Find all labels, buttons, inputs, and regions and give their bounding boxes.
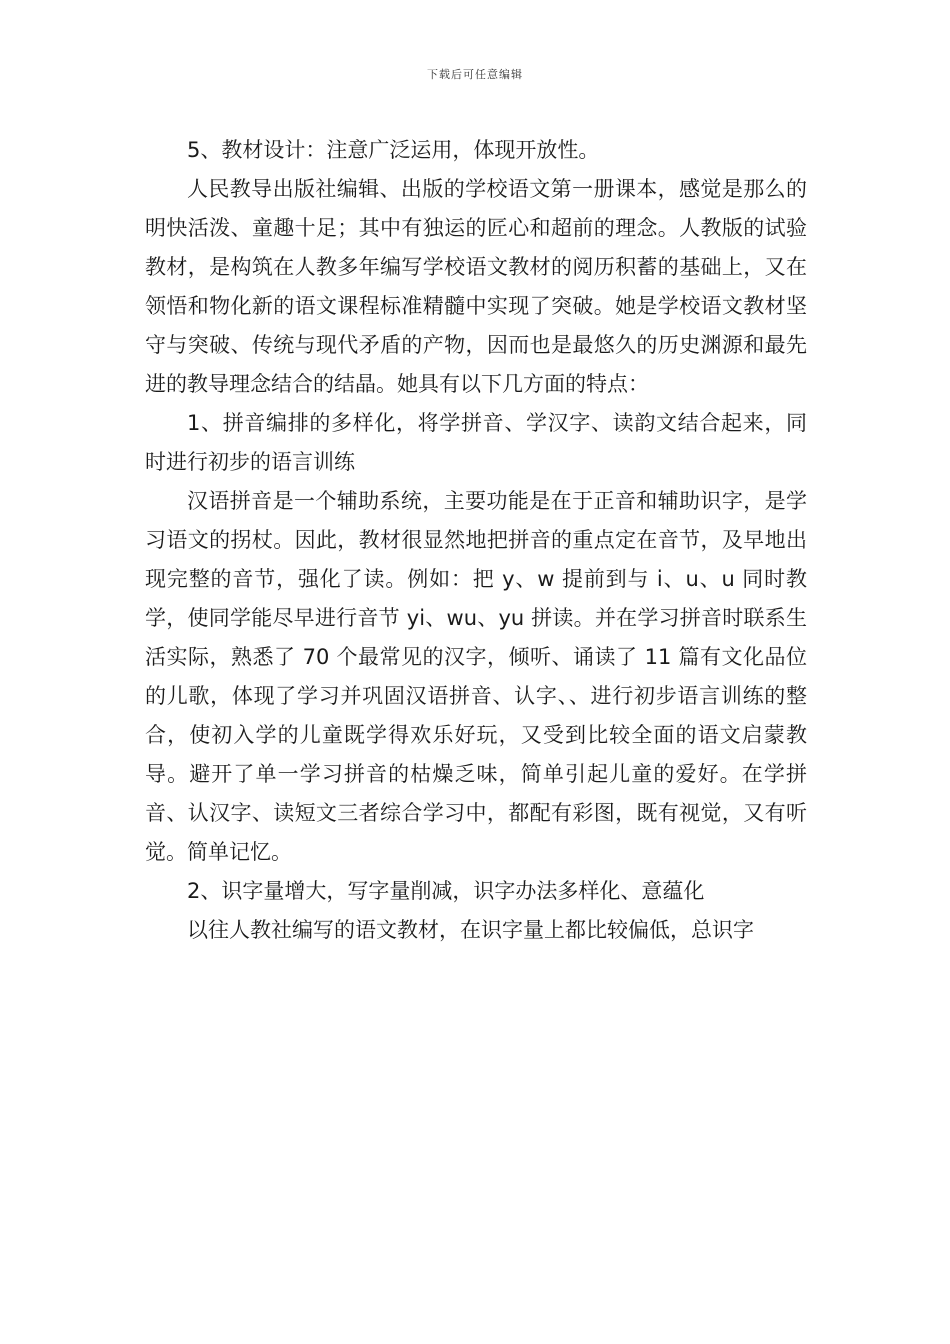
paragraph-pinyin-description: 汉语拼音是一个辅助系统，主要功能是在于正音和辅助识字，是学习语文的拐杖。因此，教材很显然地把拼音的重点定在音节，及早地出现完整的音节，强化了读。例如：把 y、w 提前到与 i、u、u 同时教学，使同学能尽早进行音节 yi、wu、yu 拼读。并在学习拼音时联系生活实际，熟悉了 70 个最常见的汉字，倾听、诵读了 11 篇有文化品位的儿歌，体现了学习并巩固汉语拼音、认字、、进行初步语言训练的整合，使初入学的儿童既学得欢乐好玩，又受到比较全面的语文启蒙教导。避开了单一学习拼音的枯燥乏味，简单引起儿童的爱好。在学拼音、认汉字、读短文三者综合学习中，都配有彩图，既有视觉，又有听觉。简单记忆。 [145, 489, 807, 864]
paragraph-textbook-intro: 人民教导出版社编辑、出版的学校语文第一册课本，感觉是那么的明快活泼、童趣十足；其中有独运的匠心和超前的理念。人教版的试验教材，是构筑在人教多年编写学校语文教材的阅历积蓄的基础上，又在领悟和物化新的语文课程标准精髓中实现了突破。她是学校语文教材坚守与突破、传统与现代矛盾的产物，因而也是最悠久的历史渊源和最先进的教导理念结合的结晶。她具有以下几方面的特点： [145, 177, 807, 396]
paragraph-feature-1-heading: 1、拼音编排的多样化，将学拼音、学汉字、读韵文结合起来，同时进行初步的语言训练 [145, 411, 807, 474]
page-header: 下载后可任意编辑 [427, 68, 523, 81]
paragraph-literacy-description: 以往人教社编写的语文教材，在识字量上都比较偏低，总识字 [187, 918, 754, 942]
paragraph-feature-2-heading: 2、识字量增大，写字量削减，识字办法多样化、意蕴化 [187, 879, 705, 903]
document-body [145, 131, 807, 950]
paragraph-section-5-heading: 5、教材设计：注意广泛运用，体现开放性。 [187, 138, 600, 162]
